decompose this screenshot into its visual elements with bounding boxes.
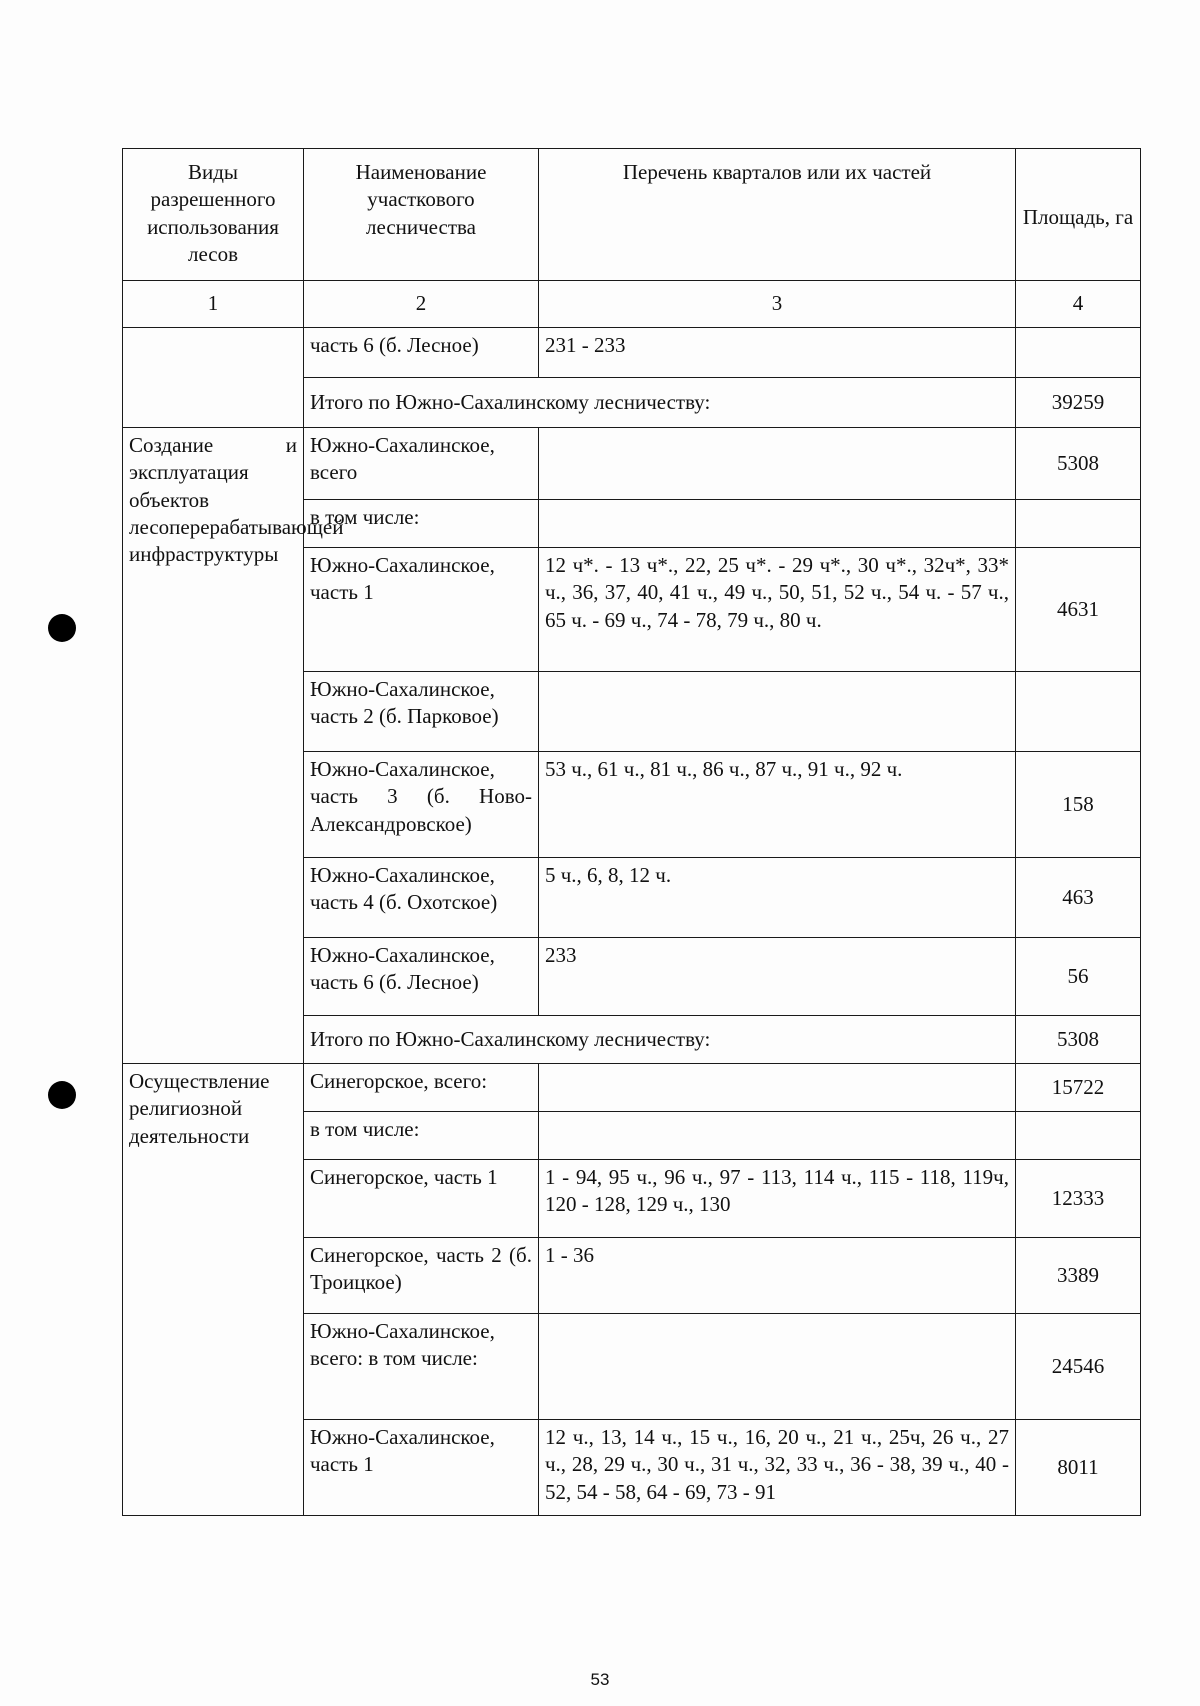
area-cell: 24546 — [1016, 1314, 1141, 1420]
forestry-name-cell: Южно-Сахалинское, часть 3 (б. Ново-Александровское) — [304, 752, 539, 858]
column-number: 3 — [539, 281, 1016, 328]
quarters-cell: 12 ч., 13, 14 ч., 15 ч., 16, 20 ч., 21 ч., 25ч, 26 ч., 27 ч., 28, 29 ч., 30 ч., 31 ч., 32, 33 ч., 36 - 38, 39 ч., 40 - 52, 54 - 58, 64 - 69, 73 - 91 — [539, 1420, 1016, 1516]
forestry-name-cell: Южно-Сахалинское, всего: в том числе: — [304, 1314, 539, 1420]
area-cell: 158 — [1016, 752, 1141, 858]
use-type-cell: Создание и эксплуатация объектов лесоперерабатывающей инфраструктуры — [123, 428, 304, 1064]
binder-hole-top — [48, 614, 76, 642]
total-area: 5308 — [1016, 1016, 1141, 1064]
area-cell — [1016, 672, 1141, 752]
header-forestry-name: Наименование участкового лесничества — [304, 149, 539, 281]
area-cell: 3389 — [1016, 1238, 1141, 1314]
header-use-type: Виды разрешенного использования лесов — [123, 149, 304, 281]
column-numbers-row — [123, 281, 1141, 328]
area-cell: 5308 — [1016, 428, 1141, 500]
quarters-cell — [539, 1064, 1016, 1112]
header-row — [123, 149, 1141, 281]
area-cell — [1016, 1112, 1141, 1160]
table-row — [123, 428, 1141, 500]
use-type-cell: Осуществление религиозной деятельности — [123, 1064, 304, 1516]
area-cell: 8011 — [1016, 1420, 1141, 1516]
use-type-cell-empty — [123, 328, 304, 428]
forestry-name-cell: Южно-Сахалинское, часть 2 (б. Парковое) — [304, 672, 539, 752]
forestry-name-cell: Южно-Сахалинское, всего — [304, 428, 539, 500]
binder-hole-bottom — [48, 1081, 76, 1109]
quarters-cell: 233 — [539, 938, 1016, 1016]
column-number: 4 — [1016, 281, 1141, 328]
quarters-cell: 12 ч*. - 13 ч*., 22, 25 ч*. - 29 ч*., 30 ч*., 32ч*, 33* ч., 36, 37, 40, 41 ч., 49 ч., 50, 51, 52 ч., 54 ч. - 57 ч., 65 ч. - 69 ч., 74 - 78, 79 ч., 80 ч. — [539, 548, 1016, 672]
quarters-cell: 1 - 94, 95 ч., 96 ч., 97 - 113, 114 ч., 115 - 118, 119ч, 120 - 128, 129 ч., 130 — [539, 1160, 1016, 1238]
quarters-cell: 53 ч., 61 ч., 81 ч., 86 ч., 87 ч., 91 ч., 92 ч. — [539, 752, 1016, 858]
quarters-cell: 231 - 233 — [539, 328, 1016, 378]
quarters-cell — [539, 500, 1016, 548]
forestry-name-cell: Южно-Сахалинское, часть 1 — [304, 1420, 539, 1516]
column-number: 1 — [123, 281, 304, 328]
forestry-name-cell: Южно-Сахалинское, часть 1 — [304, 548, 539, 672]
header-quarters-list: Перечень кварталов или их частей — [539, 149, 1016, 281]
area-cell — [1016, 500, 1141, 548]
forest-use-table — [122, 148, 1141, 1516]
forestry-name-cell: Синегорское, часть 2 (б. Троицкое) — [304, 1238, 539, 1314]
area-cell: 15722 — [1016, 1064, 1141, 1112]
table-row — [123, 1064, 1141, 1112]
quarters-cell: 5 ч., 6, 8, 12 ч. — [539, 858, 1016, 938]
forestry-name-cell: Синегорское, всего: — [304, 1064, 539, 1112]
quarters-cell — [539, 428, 1016, 500]
total-label: Итого по Южно-Сахалинскому лесничеству: — [304, 1016, 1016, 1064]
quarters-cell — [539, 1314, 1016, 1420]
area-cell: 56 — [1016, 938, 1141, 1016]
area-cell — [1016, 328, 1141, 378]
forestry-name-cell: часть 6 (б. Лесное) — [304, 328, 539, 378]
page-number: 53 — [590, 1670, 610, 1689]
quarters-cell: 1 - 36 — [539, 1238, 1016, 1314]
forestry-name-cell: Южно-Сахалинское, часть 4 (б. Охотское) — [304, 858, 539, 938]
table-row — [123, 328, 1141, 378]
area-cell: 463 — [1016, 858, 1141, 938]
forestry-name-cell: Синегорское, часть 1 — [304, 1160, 539, 1238]
quarters-cell — [539, 672, 1016, 752]
forestry-name-cell: в том числе: — [304, 1112, 539, 1160]
area-cell: 4631 — [1016, 548, 1141, 672]
forestry-name-cell: Южно-Сахалинское, часть 6 (б. Лесное) — [304, 938, 539, 1016]
total-label: Итого по Южно-Сахалинскому лесничеству: — [304, 378, 1016, 428]
column-number: 2 — [304, 281, 539, 328]
header-area: Площадь, га — [1016, 149, 1141, 281]
forestry-name-cell: в том числе: — [304, 500, 539, 548]
quarters-cell — [539, 1112, 1016, 1160]
area-cell: 12333 — [1016, 1160, 1141, 1238]
total-area: 39259 — [1016, 378, 1141, 428]
